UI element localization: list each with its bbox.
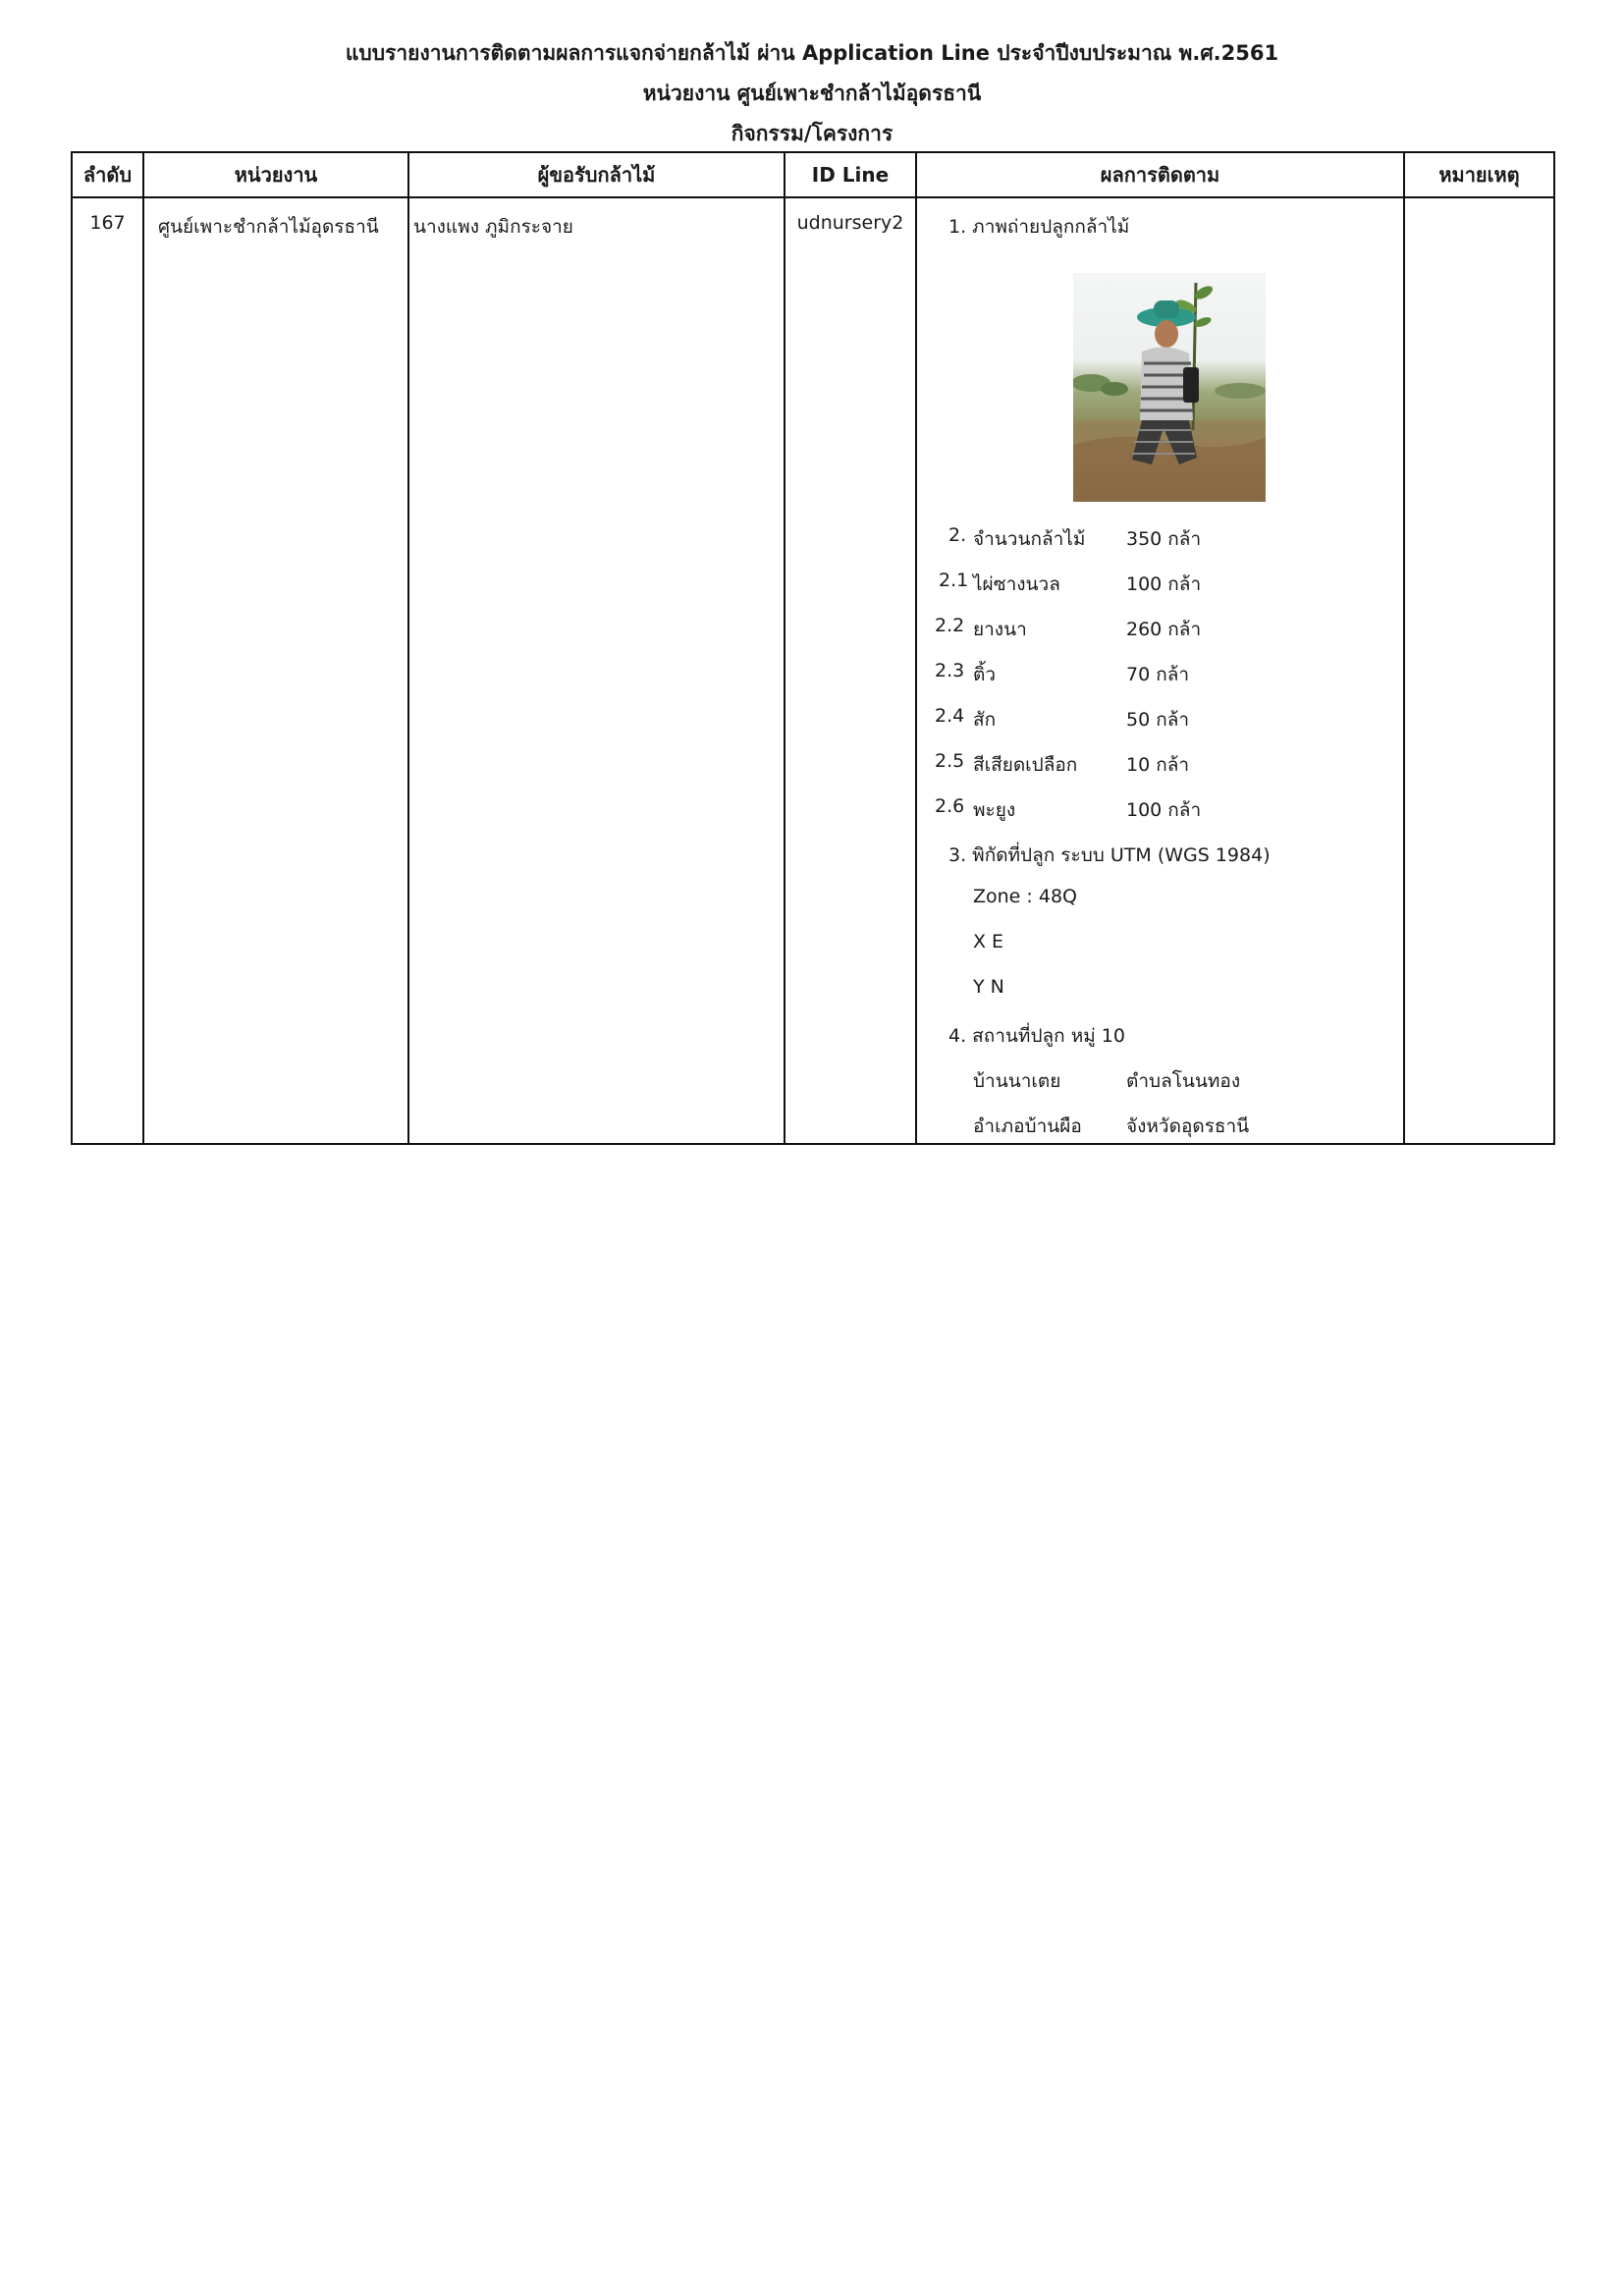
planting-photo (1073, 273, 1266, 502)
species-num: 2.2 (935, 615, 965, 636)
id-line-value: udnursery2 (796, 212, 904, 234)
column-header-results: ผลการติดตาม (916, 152, 1404, 197)
report-title: แบบรายงานการติดตามผลการแจกจ่ายกล้าไม้ ผ่าน Application Line ประจำปีงบประมาณ พ.ศ.2561 (345, 41, 1279, 65)
species-num: 2.1 (939, 570, 969, 591)
seedling-total-label: จำนวนกล้าไม้ (973, 528, 1086, 550)
report-unit-line: หน่วยงาน ศูนย์เพาะชำกล้าไม้อุดรธานี (642, 82, 982, 105)
results-content (917, 198, 1403, 1143)
report-activity-line: กิจกรรม/โครงการ (731, 122, 893, 145)
village-name: บ้านนาเตย (973, 1070, 1061, 1092)
utm-x: X E (973, 931, 1004, 952)
cell-requester (408, 197, 785, 1144)
table-row (72, 197, 1554, 1144)
column-header-unit: หน่วยงาน (143, 152, 408, 197)
species-name: สีเสียดเปลือก (973, 754, 1078, 776)
cell-results (916, 197, 1404, 1144)
column-header-id-line: ID Line (785, 152, 916, 197)
species-num: 2.3 (935, 660, 965, 681)
cell-unit (143, 197, 408, 1144)
species-value: 70 กล้า (1126, 664, 1190, 685)
species-name: ยางนา (973, 619, 1027, 640)
seedling-total-value: 350 กล้า (1126, 528, 1202, 550)
cell-order (72, 197, 143, 1144)
report-table (71, 151, 1555, 1145)
species-value: 10 กล้า (1126, 754, 1190, 776)
species-num: 2.5 (935, 750, 965, 772)
utm-y: Y N (973, 976, 1004, 998)
planting-photo-image (1073, 273, 1266, 502)
unit-name: ศูนย์เพาะชำกล้าไม้อุดรธานี (158, 216, 379, 238)
column-header-order: ลำดับ (72, 152, 143, 197)
column-header-note: หมายเหตุ (1404, 152, 1554, 197)
species-value: 260 กล้า (1126, 619, 1202, 640)
species-value: 100 กล้า (1126, 573, 1202, 595)
species-name: ไผ่ซางนวล (973, 573, 1060, 595)
subdistrict-name: ตำบลโนนทอง (1126, 1070, 1241, 1092)
location-label: 4. สถานที่ปลูก หมู่ 10 (948, 1025, 1125, 1047)
coords-label: 3. พิกัดที่ปลูก ระบบ UTM (WGS 1984) (948, 844, 1271, 866)
species-value: 100 กล้า (1126, 799, 1202, 821)
column-header-requester: ผู้ขอรับกล้าไม้ (408, 152, 785, 197)
species-name: พะยูง (973, 799, 1016, 821)
photo-label: 1. ภาพถ่ายปลูกกล้าไม้ (948, 216, 1130, 238)
table-header-row (72, 152, 1554, 197)
utm-zone: Zone : 48Q (973, 886, 1077, 907)
species-num: 2.4 (935, 705, 965, 727)
species-num: 2.6 (935, 795, 965, 817)
species-value: 50 กล้า (1126, 709, 1190, 731)
cell-id-line (785, 197, 916, 1144)
note-value (1405, 198, 1553, 212)
species-name: ติ้ว (973, 664, 997, 685)
order-number: 167 (89, 212, 126, 234)
cell-note (1404, 197, 1554, 1144)
district-name: อำเภอบ้านผือ (973, 1115, 1082, 1137)
requester-name: นางแพง ภูมิกระจาย (413, 216, 573, 238)
province-name: จังหวัดอุดรธานี (1126, 1115, 1250, 1137)
species-name: สัก (973, 709, 997, 731)
seedling-total-num: 2. (948, 524, 967, 546)
